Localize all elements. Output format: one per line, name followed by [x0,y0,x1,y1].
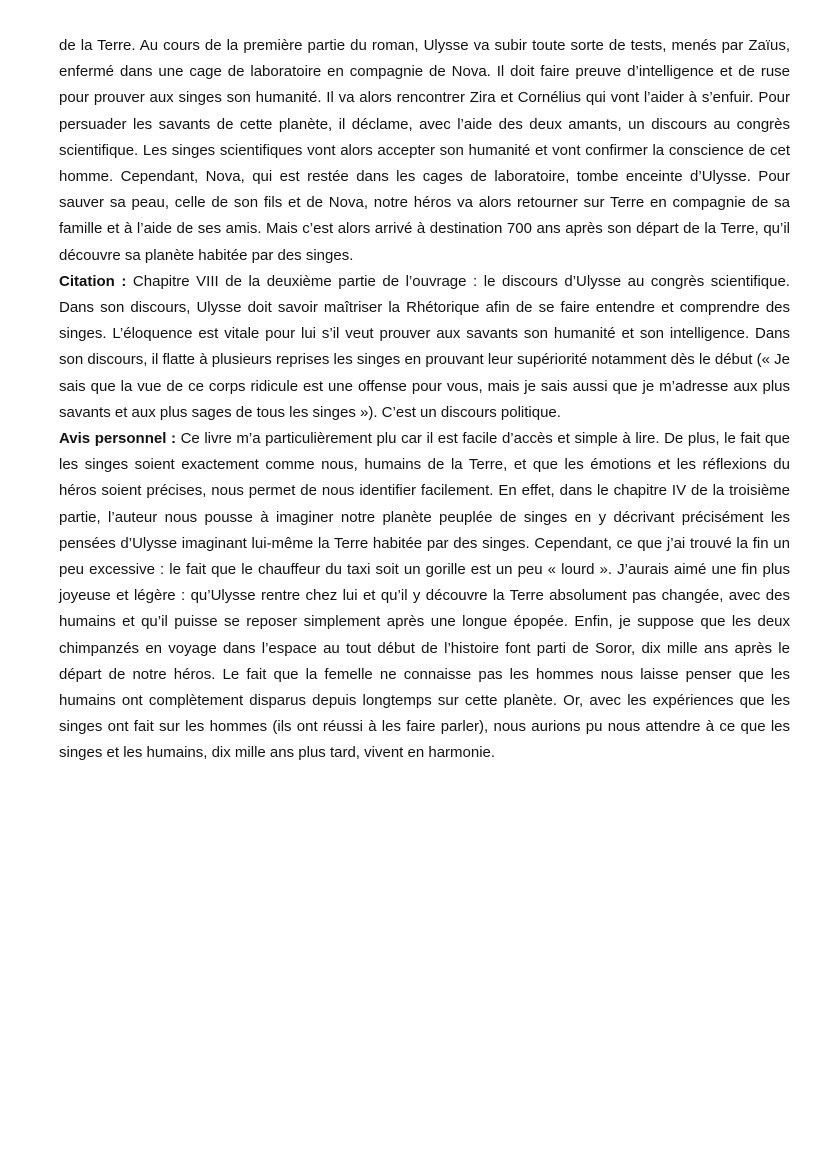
citation-label: Citation : [59,272,127,290]
citation-paragraph [59,269,790,426]
avis-text: Ce livre m’a particulièrement plu car il est facile d’accès et simple à lire. De plus, le fait que les singes soient exactement comme nous, humains de la Terre, et que les émotions et les réflexions du héros soient précises, nous permet de nous identifier facilement. En effet, dans le chapitre IV de la troisième partie, l’auteur nous pousse à imaginer notre planète peuplée de singes en y décrivant précisément les pensées d’Ulysse imaginant lui-même la Terre habitée par des singes. Cependant, ce que j’ai trouvé la fin un peu excessive : le fait que le chauffeur du taxi soit un gorille est un peu « lourd ». J’aurais aimé une fin plus joyeuse et légère : qu’Ulysse rentre chez lui et qu’il y découvre la Terre absolument pas changée, avec des humains et qu’il puisse se reposer simplement après une longue épopée. Enfin, je suppose que les deux chimpanzés en voyage dans l’espace au tout début de l’histoire font parti de Soror, dix mille ans après le départ de notre héros. Le fait que la femelle ne connaisse pas les hommes nous laisse penser que les humains ont complètement disparus depuis longtemps sur cette planète. Or, avec les expériences que les singes ont fait sur les hommes (ils ont réussi à les faire parler), nous aurions pu nous attendre à ce que les singes et les humains, dix mille ans plus tard, vivent en harmonie. [59,430,791,762]
summary-text: de la Terre. Au cours de la première partie du roman, Ulysse va subir toute sorte de tests, menés par Zaïus, enfermé dans une cage de laboratoire en compagnie de Nova. Il doit faire preuve d’intelligence et de ruse pour prouver aux singes son humanité. Il va alors rencontrer Zira et Cornélius qui vont l’aider à s’enfuir. Pour persuader les savants de cette planète, il déclame, avec l’aide des deux amants, un discours au congrès scientifique. Les singes scientifiques vont alors accepter son humanité et vont confirmer la conscience de cet homme. Cependant, Nova, qui est restée dans les cages de laboratoire, tombe enceinte d’Ulysse. Pour sauver sa peau, celle de son fils et de Nova, notre héros va alors retourner sur Terre en compagnie de sa famille et à l’aide de ses amis. Mais c’est alors arrivé à destination 700 ans après son départ de la Terre, qu’il découvre sa planète habitée par des singes. [59,37,790,264]
avis-label: Avis personnel : [59,430,176,448]
summary-paragraph [59,33,790,269]
avis-paragraph [59,426,790,767]
document-page [59,33,790,767]
citation-text: Chapitre VIII de la deuxième partie de l’ouvrage : le discours d’Ulysse au congrès scientifique. Dans son discours, Ulysse doit savoir maîtriser la Rhétorique afin de se faire entendre et comprendre des singes. L’éloquence est vitale pour lui s’il veut prouver aux savants son humanité et son intelligence. Dans son discours, il flatte à plusieurs reprises les singes en prouvant leur supériorité notamment dès le début (« Je sais que la vue de ce corps ridicule est une offense pour vous, mais je sais aussi que je m’adresse aux plus savants et aux plus sages de tous les singes »). C’est un discours politique. [59,272,790,421]
